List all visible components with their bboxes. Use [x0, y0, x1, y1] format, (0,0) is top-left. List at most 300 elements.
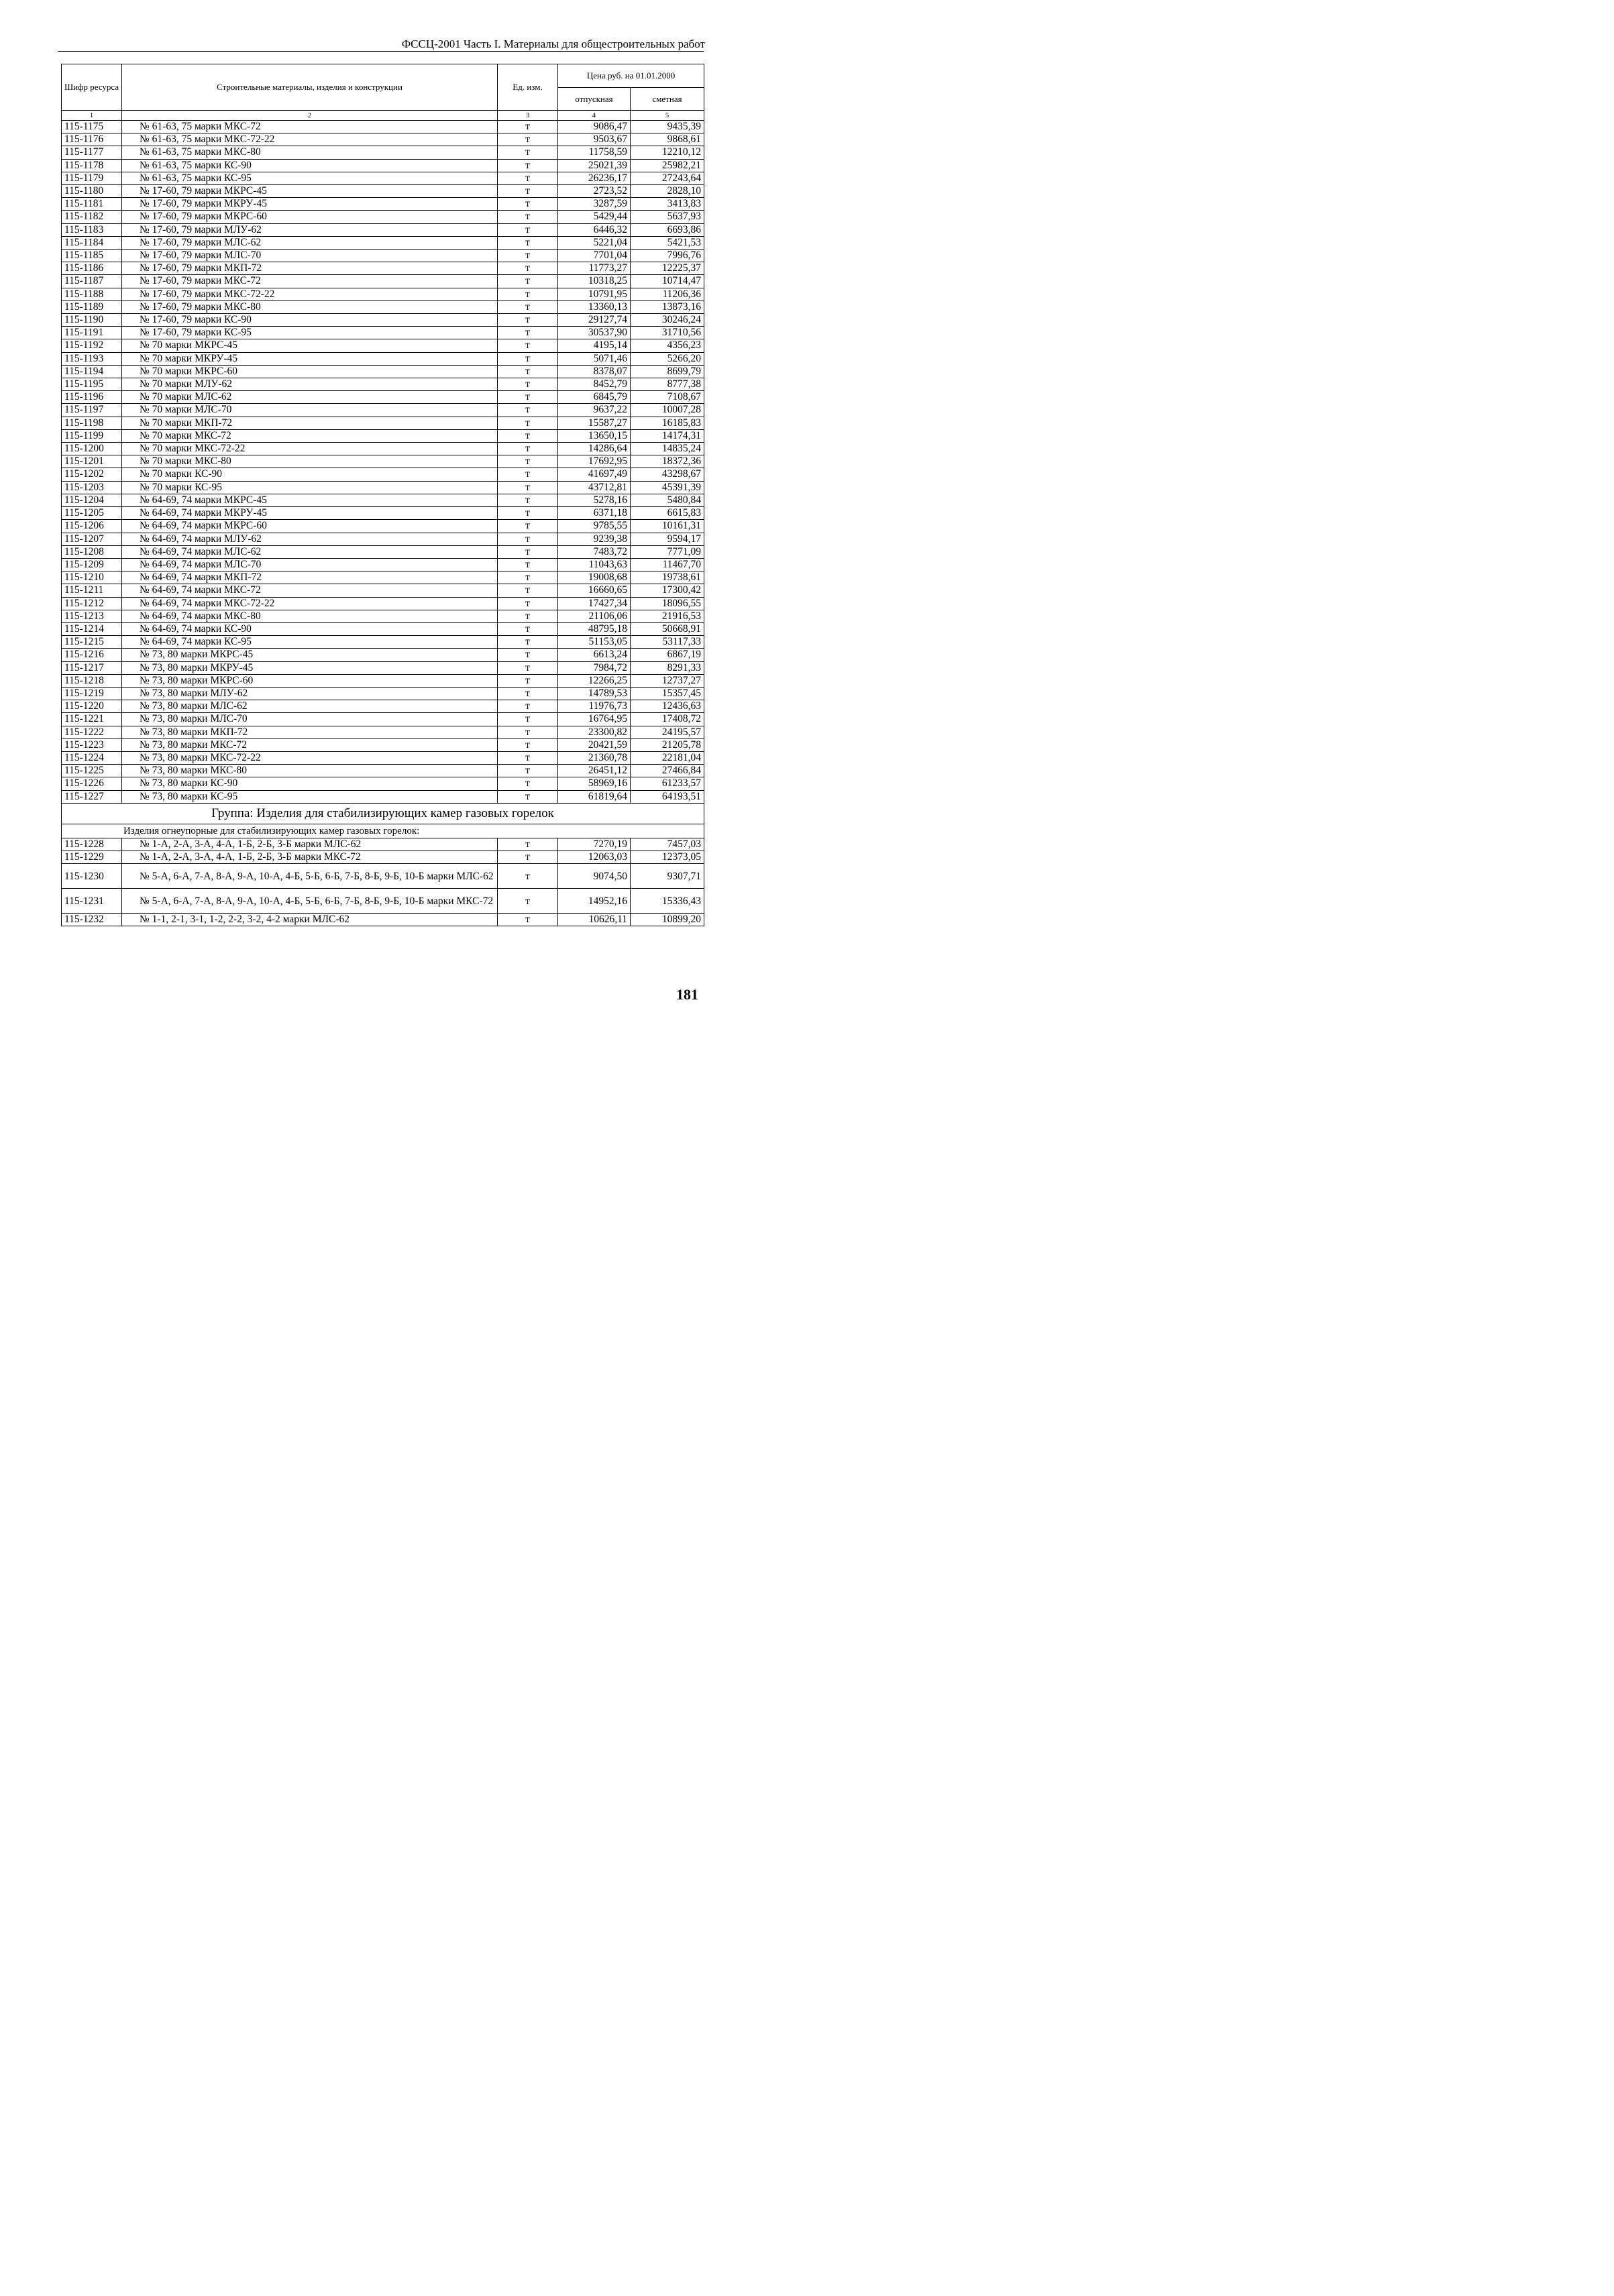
- unit-cell: т: [498, 851, 558, 863]
- unit-cell: т: [498, 571, 558, 584]
- table-row: [62, 121, 704, 133]
- estimate-price: 5266,20: [631, 352, 704, 365]
- wholesale-price: 13650,15: [558, 429, 631, 442]
- unit-cell: т: [498, 250, 558, 262]
- group-row: [62, 803, 704, 824]
- wholesale-price: 6613,24: [558, 649, 631, 661]
- item-name: № 61-63, 75 марки МКС-72: [122, 121, 498, 133]
- header-rule: [58, 51, 704, 52]
- unit-cell: т: [498, 133, 558, 146]
- resource-code: 115-1182: [62, 211, 122, 223]
- wholesale-price: 7984,72: [558, 661, 631, 674]
- table-row: [62, 275, 704, 288]
- resource-code: 115-1215: [62, 636, 122, 649]
- column-number: 3: [498, 111, 558, 121]
- table-row: [62, 172, 704, 184]
- estimate-price: 8777,38: [631, 378, 704, 391]
- estimate-price: 53117,33: [631, 636, 704, 649]
- wholesale-price: 3287,59: [558, 198, 631, 211]
- resource-code: 115-1221: [62, 713, 122, 726]
- item-name: № 1-А, 2-А, 3-А, 4-А, 1-Б, 2-Б, 3-Б марки МЛС-62: [122, 838, 498, 851]
- header-price: Цена руб. на 01.01.2000: [558, 64, 704, 88]
- item-name: № 17-60, 79 марки МЛС-62: [122, 236, 498, 249]
- table-row: [62, 597, 704, 610]
- table-row: [62, 622, 704, 635]
- resource-code: 115-1208: [62, 545, 122, 558]
- wholesale-price: 21360,78: [558, 751, 631, 764]
- table-row: [62, 378, 704, 391]
- item-name: № 73, 80 марки МКС-80: [122, 765, 498, 777]
- table-row: [62, 520, 704, 533]
- table-row: [62, 889, 704, 914]
- table-row: [62, 262, 704, 275]
- resource-code: 115-1193: [62, 352, 122, 365]
- item-name: № 64-69, 74 марки МЛУ-62: [122, 533, 498, 545]
- table-row: [62, 739, 704, 751]
- estimate-price: 50668,91: [631, 622, 704, 635]
- resource-code: 115-1228: [62, 838, 122, 851]
- item-name: № 73, 80 марки МКРУ-45: [122, 661, 498, 674]
- estimate-price: 14835,24: [631, 443, 704, 455]
- item-name: № 17-60, 79 марки МКС-80: [122, 300, 498, 313]
- table-row: [62, 211, 704, 223]
- resource-code: 115-1229: [62, 851, 122, 863]
- item-name: № 17-60, 79 марки КС-90: [122, 314, 498, 327]
- unit-cell: т: [498, 777, 558, 790]
- item-name: № 70 марки МКП-72: [122, 417, 498, 429]
- estimate-price: 8699,79: [631, 365, 704, 378]
- wholesale-price: 16660,65: [558, 584, 631, 597]
- column-number: 4: [558, 111, 631, 121]
- subgroup-title: Изделия огнеупорные для стабилизирующих камер газовых горелок:: [62, 824, 704, 838]
- unit-cell: т: [498, 327, 558, 339]
- wholesale-price: 15587,27: [558, 417, 631, 429]
- unit-cell: т: [498, 365, 558, 378]
- item-name: № 73, 80 марки КС-95: [122, 790, 498, 803]
- item-name: № 70 марки МЛС-62: [122, 391, 498, 404]
- estimate-price: 22181,04: [631, 751, 704, 764]
- item-name: № 17-60, 79 марки МЛУ-62: [122, 223, 498, 236]
- table-row: [62, 751, 704, 764]
- unit-cell: т: [498, 236, 558, 249]
- item-name: № 73, 80 марки МКРС-45: [122, 649, 498, 661]
- item-name: № 17-60, 79 марки МКС-72-22: [122, 288, 498, 300]
- item-name: № 73, 80 марки КС-90: [122, 777, 498, 790]
- table-row: [62, 339, 704, 352]
- wholesale-price: 9503,67: [558, 133, 631, 146]
- estimate-price: 9868,61: [631, 133, 704, 146]
- wholesale-price: 6371,18: [558, 507, 631, 520]
- resource-code: 115-1216: [62, 649, 122, 661]
- wholesale-price: 7483,72: [558, 545, 631, 558]
- item-name: № 61-63, 75 марки МКС-80: [122, 146, 498, 159]
- item-name: № 64-69, 74 марки КС-95: [122, 636, 498, 649]
- resource-code: 115-1192: [62, 339, 122, 352]
- item-name: № 70 марки МКРУ-45: [122, 352, 498, 365]
- table-row: [62, 250, 704, 262]
- wholesale-price: 11976,73: [558, 700, 631, 713]
- resource-code: 115-1218: [62, 674, 122, 687]
- wholesale-price: 11043,63: [558, 558, 631, 571]
- table-row: [62, 300, 704, 313]
- unit-cell: т: [498, 378, 558, 391]
- resource-code: 115-1205: [62, 507, 122, 520]
- estimate-price: 12210,12: [631, 146, 704, 159]
- resource-code: 115-1211: [62, 584, 122, 597]
- table-row: [62, 404, 704, 417]
- estimate-price: 18096,55: [631, 597, 704, 610]
- wholesale-price: 43712,81: [558, 481, 631, 494]
- estimate-price: 5421,53: [631, 236, 704, 249]
- wholesale-price: 9239,38: [558, 533, 631, 545]
- table-row: [62, 713, 704, 726]
- table-row: [62, 558, 704, 571]
- table-row: [62, 584, 704, 597]
- unit-cell: т: [498, 597, 558, 610]
- wholesale-price: 23300,82: [558, 726, 631, 739]
- group-title: Группа: Изделия для стабилизирующих камер газовых горелок: [62, 803, 704, 824]
- item-name: № 17-60, 79 марки МКС-72: [122, 275, 498, 288]
- resource-code: 115-1213: [62, 610, 122, 622]
- unit-cell: т: [498, 288, 558, 300]
- wholesale-price: 5429,44: [558, 211, 631, 223]
- unit-cell: т: [498, 404, 558, 417]
- item-name: № 73, 80 марки МКРС-60: [122, 674, 498, 687]
- wholesale-price: 5071,46: [558, 352, 631, 365]
- table-row: [62, 838, 704, 851]
- item-name: № 70 марки МЛУ-62: [122, 378, 498, 391]
- unit-cell: т: [498, 300, 558, 313]
- estimate-price: 14174,31: [631, 429, 704, 442]
- wholesale-price: 26451,12: [558, 765, 631, 777]
- item-name: № 70 марки МКРС-45: [122, 339, 498, 352]
- item-name: № 61-63, 75 марки КС-90: [122, 159, 498, 172]
- estimate-price: 61233,57: [631, 777, 704, 790]
- price-table: [61, 64, 704, 926]
- unit-cell: т: [498, 622, 558, 635]
- item-name: № 17-60, 79 марки МКРУ-45: [122, 198, 498, 211]
- resource-code: 115-1225: [62, 765, 122, 777]
- unit-cell: т: [498, 455, 558, 468]
- item-name: № 64-69, 74 марки МКРС-60: [122, 520, 498, 533]
- estimate-price: 11467,70: [631, 558, 704, 571]
- item-name: № 64-69, 74 марки МЛС-62: [122, 545, 498, 558]
- wholesale-price: 5278,16: [558, 494, 631, 506]
- unit-cell: т: [498, 339, 558, 352]
- wholesale-price: 7701,04: [558, 250, 631, 262]
- item-name: № 64-69, 74 марки МЛС-70: [122, 558, 498, 571]
- resource-code: 115-1230: [62, 864, 122, 889]
- unit-cell: т: [498, 889, 558, 914]
- resource-code: 115-1217: [62, 661, 122, 674]
- subgroup-row: [62, 824, 704, 838]
- wholesale-price: 14286,64: [558, 443, 631, 455]
- table-row: [62, 914, 704, 926]
- table-row: [62, 314, 704, 327]
- resource-code: 115-1197: [62, 404, 122, 417]
- resource-code: 115-1194: [62, 365, 122, 378]
- wholesale-price: 17692,95: [558, 455, 631, 468]
- column-number-row: [62, 111, 704, 121]
- resource-code: 115-1200: [62, 443, 122, 455]
- estimate-price: 11206,36: [631, 288, 704, 300]
- resource-code: 115-1223: [62, 739, 122, 751]
- table-row: [62, 236, 704, 249]
- table-row: [62, 288, 704, 300]
- resource-code: 115-1175: [62, 121, 122, 133]
- item-name: № 70 марки МКРС-60: [122, 365, 498, 378]
- table-row: [62, 571, 704, 584]
- unit-cell: т: [498, 533, 558, 545]
- resource-code: 115-1191: [62, 327, 122, 339]
- unit-cell: т: [498, 468, 558, 481]
- item-name: № 70 марки КС-90: [122, 468, 498, 481]
- wholesale-price: 16764,95: [558, 713, 631, 726]
- column-number: 2: [122, 111, 498, 121]
- table-row: [62, 365, 704, 378]
- resource-code: 115-1207: [62, 533, 122, 545]
- item-name: № 1-А, 2-А, 3-А, 4-А, 1-Б, 2-Б, 3-Б марки МКС-72: [122, 851, 498, 863]
- unit-cell: т: [498, 198, 558, 211]
- table-body: [62, 121, 704, 804]
- unit-cell: т: [498, 584, 558, 597]
- wholesale-price: 9086,47: [558, 121, 631, 133]
- unit-cell: т: [498, 520, 558, 533]
- unit-cell: т: [498, 864, 558, 889]
- table-row: [62, 687, 704, 700]
- item-name: № 70 марки МКС-72-22: [122, 443, 498, 455]
- table-row: [62, 327, 704, 339]
- wholesale-price: 14789,53: [558, 687, 631, 700]
- resource-code: 115-1186: [62, 262, 122, 275]
- resource-code: 115-1222: [62, 726, 122, 739]
- estimate-price: 15336,43: [631, 889, 704, 914]
- resource-code: 115-1226: [62, 777, 122, 790]
- unit-cell: т: [498, 314, 558, 327]
- estimate-price: 17408,72: [631, 713, 704, 726]
- table-row: [62, 864, 704, 889]
- estimate-price: 45391,39: [631, 481, 704, 494]
- item-name: № 73, 80 марки МЛС-70: [122, 713, 498, 726]
- estimate-price: 7108,67: [631, 391, 704, 404]
- estimate-price: 4356,23: [631, 339, 704, 352]
- item-name: № 73, 80 марки МЛС-62: [122, 700, 498, 713]
- estimate-price: 64193,51: [631, 790, 704, 803]
- estimate-price: 24195,57: [631, 726, 704, 739]
- wholesale-price: 13360,13: [558, 300, 631, 313]
- item-name: № 70 марки МЛС-70: [122, 404, 498, 417]
- resource-code: 115-1212: [62, 597, 122, 610]
- estimate-price: 2828,10: [631, 185, 704, 198]
- wholesale-price: 41697,49: [558, 468, 631, 481]
- wholesale-price: 9074,50: [558, 864, 631, 889]
- group-table-body: [62, 838, 704, 926]
- estimate-price: 9435,39: [631, 121, 704, 133]
- resource-code: 115-1180: [62, 185, 122, 198]
- estimate-price: 30246,24: [631, 314, 704, 327]
- wholesale-price: 11773,27: [558, 262, 631, 275]
- table-row: [62, 159, 704, 172]
- estimate-price: 17300,42: [631, 584, 704, 597]
- item-name: № 64-69, 74 марки МКС-80: [122, 610, 498, 622]
- table-row: [62, 468, 704, 481]
- unit-cell: т: [498, 661, 558, 674]
- resource-code: 115-1188: [62, 288, 122, 300]
- resource-code: 115-1227: [62, 790, 122, 803]
- unit-cell: т: [498, 391, 558, 404]
- unit-cell: т: [498, 352, 558, 365]
- estimate-price: 21205,78: [631, 739, 704, 751]
- estimate-price: 10714,47: [631, 275, 704, 288]
- wholesale-price: 25021,39: [558, 159, 631, 172]
- resource-code: 115-1195: [62, 378, 122, 391]
- estimate-price: 27466,84: [631, 765, 704, 777]
- table-row: [62, 352, 704, 365]
- unit-cell: т: [498, 726, 558, 739]
- resource-code: 115-1201: [62, 455, 122, 468]
- wholesale-price: 10791,95: [558, 288, 631, 300]
- table-row: [62, 533, 704, 545]
- wholesale-price: 9637,22: [558, 404, 631, 417]
- unit-cell: т: [498, 636, 558, 649]
- wholesale-price: 29127,74: [558, 314, 631, 327]
- table-row: [62, 700, 704, 713]
- document-page: [0, 0, 738, 1048]
- table-row: [62, 765, 704, 777]
- estimate-price: 21916,53: [631, 610, 704, 622]
- wholesale-price: 8378,07: [558, 365, 631, 378]
- header-estimate: сметная: [631, 88, 704, 111]
- resource-code: 115-1219: [62, 687, 122, 700]
- unit-cell: т: [498, 914, 558, 926]
- unit-cell: т: [498, 545, 558, 558]
- wholesale-price: 17427,34: [558, 597, 631, 610]
- resource-code: 115-1183: [62, 223, 122, 236]
- wholesale-price: 26236,17: [558, 172, 631, 184]
- resource-code: 115-1231: [62, 889, 122, 914]
- header-unit: Ед. изм.: [498, 64, 558, 111]
- unit-cell: т: [498, 765, 558, 777]
- item-name: № 64-69, 74 марки МКРС-45: [122, 494, 498, 506]
- unit-cell: т: [498, 790, 558, 803]
- resource-code: 115-1189: [62, 300, 122, 313]
- wholesale-price: 7270,19: [558, 838, 631, 851]
- table-row: [62, 481, 704, 494]
- estimate-price: 19738,61: [631, 571, 704, 584]
- item-name: № 5-А, 6-А, 7-А, 8-А, 9-А, 10-А, 4-Б, 5-Б, 6-Б, 7-Б, 8-Б, 9-Б, 10-Б марки МКС-72: [122, 889, 498, 914]
- item-name: № 70 марки КС-95: [122, 481, 498, 494]
- unit-cell: т: [498, 211, 558, 223]
- item-name: № 17-60, 79 марки МКРС-45: [122, 185, 498, 198]
- item-name: № 64-69, 74 марки МКП-72: [122, 571, 498, 584]
- estimate-price: 10007,28: [631, 404, 704, 417]
- wholesale-price: 30537,90: [558, 327, 631, 339]
- item-name: № 1-1, 2-1, 3-1, 1-2, 2-2, 3-2, 4-2 марки МЛС-62: [122, 914, 498, 926]
- wholesale-price: 58969,16: [558, 777, 631, 790]
- estimate-price: 15357,45: [631, 687, 704, 700]
- estimate-price: 12373,05: [631, 851, 704, 863]
- item-name: № 17-60, 79 марки КС-95: [122, 327, 498, 339]
- resource-code: 115-1232: [62, 914, 122, 926]
- table-row: [62, 790, 704, 803]
- page-number: 181: [676, 986, 698, 1003]
- estimate-price: 7457,03: [631, 838, 704, 851]
- resource-code: 115-1187: [62, 275, 122, 288]
- table-row: [62, 674, 704, 687]
- unit-cell: т: [498, 610, 558, 622]
- item-name: № 17-60, 79 марки МЛС-70: [122, 250, 498, 262]
- wholesale-price: 9785,55: [558, 520, 631, 533]
- estimate-price: 7771,09: [631, 545, 704, 558]
- unit-cell: т: [498, 185, 558, 198]
- unit-cell: т: [498, 223, 558, 236]
- unit-cell: т: [498, 739, 558, 751]
- unit-cell: т: [498, 751, 558, 764]
- resource-code: 115-1185: [62, 250, 122, 262]
- table-row: [62, 198, 704, 211]
- item-name: № 64-69, 74 марки МКС-72-22: [122, 597, 498, 610]
- column-number: 5: [631, 111, 704, 121]
- item-name: № 5-А, 6-А, 7-А, 8-А, 9-А, 10-А, 4-Б, 5-Б, 6-Б, 7-Б, 8-Б, 9-Б, 10-Б марки МЛС-62: [122, 864, 498, 889]
- resource-code: 115-1190: [62, 314, 122, 327]
- item-name: № 64-69, 74 марки МКРУ-45: [122, 507, 498, 520]
- wholesale-price: 8452,79: [558, 378, 631, 391]
- wholesale-price: 4195,14: [558, 339, 631, 352]
- wholesale-price: 12266,25: [558, 674, 631, 687]
- item-name: № 61-63, 75 марки КС-95: [122, 172, 498, 184]
- table-row: [62, 649, 704, 661]
- unit-cell: т: [498, 713, 558, 726]
- item-name: № 61-63, 75 марки МКС-72-22: [122, 133, 498, 146]
- estimate-price: 6615,83: [631, 507, 704, 520]
- estimate-price: 10161,31: [631, 520, 704, 533]
- wholesale-price: 51153,05: [558, 636, 631, 649]
- unit-cell: т: [498, 494, 558, 506]
- resource-code: 115-1176: [62, 133, 122, 146]
- item-name: № 70 марки МКС-72: [122, 429, 498, 442]
- item-name: № 73, 80 марки МКП-72: [122, 726, 498, 739]
- table-row: [62, 545, 704, 558]
- estimate-price: 6693,86: [631, 223, 704, 236]
- unit-cell: т: [498, 159, 558, 172]
- wholesale-price: 11758,59: [558, 146, 631, 159]
- resource-code: 115-1204: [62, 494, 122, 506]
- wholesale-price: 48795,18: [558, 622, 631, 635]
- wholesale-price: 14952,16: [558, 889, 631, 914]
- resource-code: 115-1206: [62, 520, 122, 533]
- resource-code: 115-1210: [62, 571, 122, 584]
- unit-cell: т: [498, 687, 558, 700]
- estimate-price: 9594,17: [631, 533, 704, 545]
- table-row: [62, 726, 704, 739]
- unit-cell: т: [498, 649, 558, 661]
- estimate-price: 43298,67: [631, 468, 704, 481]
- estimate-price: 13873,16: [631, 300, 704, 313]
- unit-cell: т: [498, 558, 558, 571]
- estimate-price: 27243,64: [631, 172, 704, 184]
- wholesale-price: 10318,25: [558, 275, 631, 288]
- wholesale-price: 61819,64: [558, 790, 631, 803]
- table-row: [62, 146, 704, 159]
- unit-cell: т: [498, 172, 558, 184]
- wholesale-price: 12063,03: [558, 851, 631, 863]
- unit-cell: т: [498, 481, 558, 494]
- table-row: [62, 777, 704, 790]
- table-row: [62, 661, 704, 674]
- table-row: [62, 223, 704, 236]
- resource-code: 115-1203: [62, 481, 122, 494]
- resource-code: 115-1184: [62, 236, 122, 249]
